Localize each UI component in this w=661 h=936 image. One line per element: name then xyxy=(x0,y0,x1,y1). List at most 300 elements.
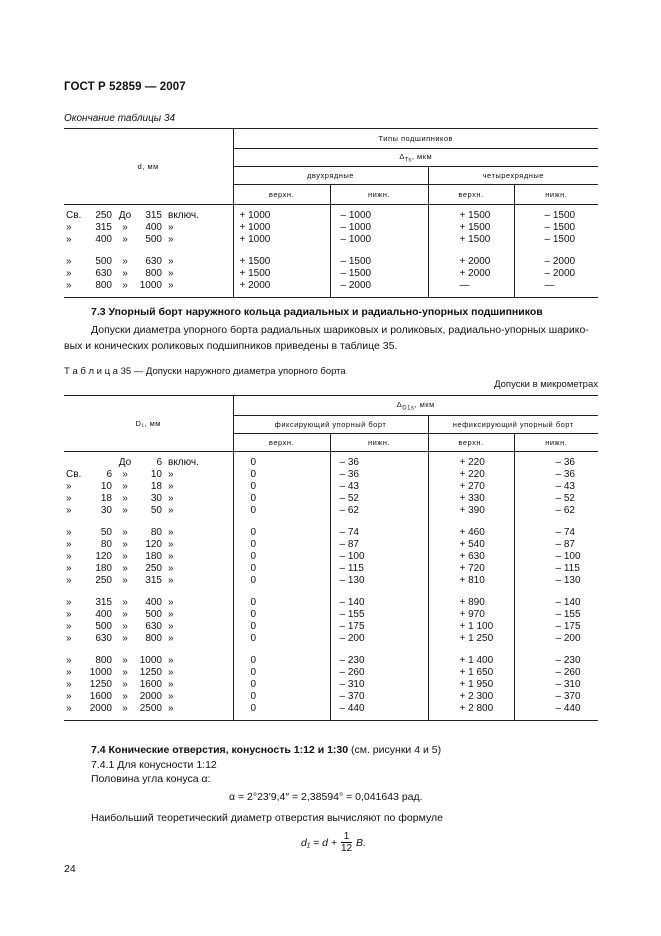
table35-value-v4 xyxy=(514,563,598,575)
table35-range-mid: » xyxy=(122,691,128,702)
table35-range-mid: » xyxy=(122,493,128,504)
table34-range-end: » xyxy=(168,256,174,267)
table35-range xyxy=(64,527,233,539)
table35-range-to: 2000 xyxy=(139,691,162,702)
table35-value-v1 xyxy=(233,469,330,481)
table34-range xyxy=(64,234,233,246)
section-7-4-1-title: 7.4.1 Для конусности 1:12 xyxy=(91,759,217,771)
table35-range-cell xyxy=(64,505,233,517)
table35-range-end: » xyxy=(168,655,174,666)
table34-range-mid: » xyxy=(122,234,128,245)
table35-range-from: 2000 xyxy=(89,703,112,714)
table35-value-text: + 220 xyxy=(459,469,485,480)
table34-range-from: 400 xyxy=(95,234,112,245)
table35-value-v4 xyxy=(514,703,598,721)
table35-range xyxy=(64,597,233,609)
table35-value-text: – 175 xyxy=(555,621,581,632)
table-row xyxy=(64,587,598,609)
table35-value-v1 xyxy=(233,645,330,667)
table34-value-v3 xyxy=(428,222,514,234)
table34-delta-header xyxy=(233,149,598,167)
table35-value-text: – 52 xyxy=(339,493,359,504)
table35-range xyxy=(64,633,233,645)
section-7-4-title-bold: 7.4 Конические отверстия, конусность 1:12 и 1:30 xyxy=(91,744,349,756)
table35-value-v1 xyxy=(233,575,330,587)
table35-range xyxy=(64,703,233,715)
table35-value-text: + 2 800 xyxy=(459,703,494,714)
table35-value-text: 0 xyxy=(250,597,257,608)
table34-value-v3 xyxy=(428,234,514,246)
table35-value-text: – 370 xyxy=(339,691,365,702)
table35-range-a: » xyxy=(66,679,72,690)
table35-range-to: 1250 xyxy=(139,667,162,678)
table35-value-text: – 87 xyxy=(555,539,575,550)
table34-range-a: » xyxy=(66,268,72,279)
table35-value-v4 xyxy=(514,621,598,633)
table35-range-end: » xyxy=(168,597,174,608)
table35-range-from: 120 xyxy=(95,551,112,562)
table35-range xyxy=(64,493,233,505)
table35-value-text: 0 xyxy=(250,575,257,586)
table34-value-text: — xyxy=(459,280,470,291)
table35-value-v3 xyxy=(428,587,514,609)
table35-value-text: + 460 xyxy=(459,527,485,538)
table35-value-text: – 260 xyxy=(339,667,365,678)
table34-value-text: – 1500 xyxy=(340,268,372,279)
table35-caption: Т а б л и ц а 35 — Допуски наружного диаметра упорного борта xyxy=(64,366,346,377)
formula2-denominator: 12 xyxy=(340,843,353,854)
table35-value-text: – 310 xyxy=(555,679,581,690)
table35-range-end: » xyxy=(168,481,174,492)
table35-range-cell xyxy=(64,645,233,667)
table35-range-end: » xyxy=(168,539,174,550)
table-row xyxy=(64,703,598,721)
table34-value-v1 xyxy=(233,205,330,223)
table35-value-v4 xyxy=(514,575,598,587)
table34-value-v1 xyxy=(233,234,330,246)
table35-range-to: 6 xyxy=(156,457,162,468)
table-row xyxy=(64,517,598,539)
table35-value-v3 xyxy=(428,452,514,470)
table35-value-v4 xyxy=(514,469,598,481)
table35-value-v1 xyxy=(233,703,330,721)
table-row xyxy=(64,691,598,703)
table35-range-from: 1000 xyxy=(89,667,112,678)
table35-range-mid: » xyxy=(122,481,128,492)
table35-value-text: 0 xyxy=(250,481,257,492)
table34-value-v2 xyxy=(330,234,428,246)
table35-range-from: 250 xyxy=(95,575,112,586)
table35-value-v4 xyxy=(514,667,598,679)
table35-value-text: + 810 xyxy=(459,575,485,586)
table35-value-v2 xyxy=(330,563,428,575)
table35-sub-upper: верхн. xyxy=(428,434,514,452)
table34-value-text: – 1000 xyxy=(340,222,372,233)
table35-value-v3 xyxy=(428,667,514,679)
table-row xyxy=(64,609,598,621)
table35-range-cell xyxy=(64,679,233,691)
table34-value-v2 xyxy=(330,280,428,298)
table34-value-v3 xyxy=(428,246,514,268)
table35-group1-header: фиксирующий упорный борт xyxy=(233,416,428,434)
table34-value-text: – 1000 xyxy=(340,234,372,245)
table35-col-d-label: D₁, мм xyxy=(135,419,161,428)
table34-value-text: + 2000 xyxy=(459,256,491,267)
table35-range-cell xyxy=(64,517,233,539)
table-35 xyxy=(64,395,598,721)
table35-value-text: – 115 xyxy=(339,563,364,574)
table34-sub-upper: верхн. xyxy=(428,185,514,205)
table34-group1-header: двухрядные xyxy=(233,167,428,185)
table34-value-v3 xyxy=(428,280,514,298)
table35-range-to: 80 xyxy=(150,527,162,538)
table35-range-to: 630 xyxy=(145,621,162,632)
table35-value-v4 xyxy=(514,493,598,505)
table34-value-text: + 1000 xyxy=(239,222,271,233)
table34-range-cell xyxy=(64,246,233,268)
table35-range xyxy=(64,563,233,575)
table35-value-text: – 230 xyxy=(555,655,581,666)
table35-value-text: – 155 xyxy=(555,609,581,620)
table35-value-text: 0 xyxy=(250,609,257,620)
table35-range-mid: » xyxy=(122,679,128,690)
table35-value-text: 0 xyxy=(250,469,257,480)
table35-range xyxy=(64,575,233,587)
table35-value-v4 xyxy=(514,481,598,493)
table35-value-text: 0 xyxy=(250,539,257,550)
table35-value-v3 xyxy=(428,551,514,563)
table35-range-mid: До xyxy=(118,457,132,468)
table35-value-text: – 36 xyxy=(555,469,575,480)
table35-value-text: 0 xyxy=(250,505,257,516)
table35-value-v3 xyxy=(428,703,514,721)
table35-range-from: 30 xyxy=(100,505,112,516)
section-7-3-line2: вых и конических роликовых подшипников приведены в таблице 35. xyxy=(64,340,398,352)
table35-value-v4 xyxy=(514,505,598,517)
table35-range-to: 180 xyxy=(145,551,162,562)
table35-range-from: 180 xyxy=(95,563,112,574)
table35-value-v2 xyxy=(330,645,428,667)
table-row xyxy=(64,667,598,679)
table35-value-v4 xyxy=(514,633,598,645)
table35-range-a: » xyxy=(66,527,72,538)
table35-range-to: 400 xyxy=(145,597,162,608)
table34-value-text: – 2000 xyxy=(544,268,576,279)
section-7-4-title-rest: (см. рисунки 4 и 5) xyxy=(348,744,442,756)
table-row xyxy=(64,222,598,234)
table35-range-from: 18 xyxy=(100,493,112,504)
table34-value-v1 xyxy=(233,246,330,268)
table35-value-text: – 200 xyxy=(555,633,581,644)
table35-value-v1 xyxy=(233,667,330,679)
table34-range-end: » xyxy=(168,268,174,279)
table34-sub-upper: верхн. xyxy=(233,185,330,205)
table35-units-note: Допуски в микрометрах xyxy=(494,379,598,390)
table35-value-text: – 36 xyxy=(339,469,359,480)
table34-value-v4 xyxy=(514,246,598,268)
table34-range-from: 800 xyxy=(95,280,112,291)
table35-range-cell xyxy=(64,621,233,633)
table35-range-a: » xyxy=(66,575,72,586)
table35-range-cell xyxy=(64,469,233,481)
table35-range xyxy=(64,505,233,517)
table35-value-v3 xyxy=(428,609,514,621)
table35-value-text: – 74 xyxy=(555,527,575,538)
table35-value-v2 xyxy=(330,493,428,505)
table35-value-text: + 390 xyxy=(459,505,485,516)
table35-range-from: 1250 xyxy=(89,679,112,690)
table-row xyxy=(64,246,598,268)
table35-value-v2 xyxy=(330,551,428,563)
table35-range-a: » xyxy=(66,691,72,702)
table34-value-text: + 1500 xyxy=(459,210,491,221)
table35-value-v2 xyxy=(330,481,428,493)
table35-range-a: » xyxy=(66,505,72,516)
table35-value-text: 0 xyxy=(250,633,257,644)
table35-value-v1 xyxy=(233,551,330,563)
table35-range-end: » xyxy=(168,691,174,702)
table34-range-end: » xyxy=(168,222,174,233)
table34-range-a: Св. xyxy=(66,210,82,221)
table35-value-text: – 87 xyxy=(339,539,359,550)
table-row xyxy=(64,679,598,691)
table35-range-from: 80 xyxy=(100,539,112,550)
table35-range-end: » xyxy=(168,703,174,714)
table35-range-mid: » xyxy=(122,655,128,666)
table34-range-end: » xyxy=(168,280,174,291)
table35-range-end: » xyxy=(168,609,174,620)
table34-range xyxy=(64,280,233,292)
table34-range-cell xyxy=(64,268,233,280)
table35-range-cell xyxy=(64,703,233,721)
table35-value-text: 0 xyxy=(250,691,257,702)
table34-value-text: – 1500 xyxy=(544,222,576,233)
table35-range-mid: » xyxy=(122,539,128,550)
table35-range-end: » xyxy=(168,527,174,538)
table34-value-text: + 2000 xyxy=(459,268,491,279)
table35-value-text: + 630 xyxy=(459,551,485,562)
table35-value-text: – 175 xyxy=(339,621,365,632)
table35-value-text: 0 xyxy=(250,703,257,714)
table34-value-v4 xyxy=(514,268,598,280)
table35-range-a: Св. xyxy=(66,469,82,480)
table35-value-text: + 270 xyxy=(459,481,485,492)
table35-value-v4 xyxy=(514,609,598,621)
table35-range-mid: » xyxy=(122,621,128,632)
table34-range-to: 800 xyxy=(145,268,162,279)
table35-value-v2 xyxy=(330,452,428,470)
table34-range-from: 500 xyxy=(95,256,112,267)
table35-sub-upper: верхн. xyxy=(233,434,330,452)
table34-caption: Окончание таблицы 34 xyxy=(64,113,176,124)
table35-value-text: + 720 xyxy=(459,563,485,574)
table35-value-v4 xyxy=(514,645,598,667)
table35-range-from: 1600 xyxy=(89,691,112,702)
table35-range xyxy=(64,679,233,691)
table35-value-text: – 115 xyxy=(555,563,580,574)
table34-range xyxy=(64,256,233,268)
table35-range-from: 500 xyxy=(95,621,112,632)
table35-value-text: + 1 650 xyxy=(459,667,494,678)
table35-range-to: 500 xyxy=(145,609,162,620)
section-7-3-line1: Допуски диаметра упорного борта радиальных шариковых и роликовых, радиально-упорных шарико- xyxy=(91,324,589,336)
table35-value-v2 xyxy=(330,621,428,633)
table35-range-mid: » xyxy=(122,551,128,562)
table35-value-v4 xyxy=(514,517,598,539)
table34-value-text: + 1500 xyxy=(459,222,491,233)
table34-types-header: Типы подшипников xyxy=(233,129,598,149)
table34-group2-header: четырехрядные xyxy=(428,167,598,185)
table35-value-v2 xyxy=(330,667,428,679)
table35-value-v4 xyxy=(514,551,598,563)
table35-value-text: – 36 xyxy=(555,457,575,468)
table35-range xyxy=(64,551,233,563)
table35-value-text: 0 xyxy=(250,563,257,574)
table34-range-cell xyxy=(64,222,233,234)
table35-value-text: 0 xyxy=(250,493,257,504)
table-row xyxy=(64,280,598,298)
half-angle-text: Половина угла конуса α: xyxy=(91,773,211,785)
table35-value-v3 xyxy=(428,691,514,703)
table35-value-text: 0 xyxy=(250,667,257,678)
table35-value-text: 0 xyxy=(250,655,257,666)
table35-value-v2 xyxy=(330,469,428,481)
table34-value-text: – 1500 xyxy=(544,210,576,221)
table35-range-from: 50 xyxy=(100,527,112,538)
table35-range-a: » xyxy=(66,597,72,608)
table35-value-text: + 330 xyxy=(459,493,485,504)
formula2-right: B. xyxy=(355,837,366,849)
table35-range-cell xyxy=(64,667,233,679)
table35-range-cell xyxy=(64,563,233,575)
table35-value-v3 xyxy=(428,505,514,517)
table35-value-v3 xyxy=(428,481,514,493)
table35-range-a: » xyxy=(66,621,72,632)
table35-range-mid: » xyxy=(122,667,128,678)
table-34 xyxy=(64,128,598,298)
table35-value-text: – 100 xyxy=(555,551,581,562)
table34-range-a: » xyxy=(66,256,72,267)
table35-range-cell xyxy=(64,551,233,563)
table35-value-text: + 220 xyxy=(459,457,485,468)
table35-range-mid: » xyxy=(122,633,128,644)
table34-value-v3 xyxy=(428,205,514,223)
table35-value-text: – 62 xyxy=(339,505,359,516)
table35-range-cell xyxy=(64,539,233,551)
table35-range-to: 800 xyxy=(145,633,162,644)
table35-value-v2 xyxy=(330,517,428,539)
table34-range-from: 250 xyxy=(95,210,112,221)
table35-value-text: + 1 950 xyxy=(459,679,494,690)
table35-range-from: 630 xyxy=(95,633,112,644)
table35-value-text: – 230 xyxy=(339,655,365,666)
table-row xyxy=(64,539,598,551)
table35-range-to: 1000 xyxy=(139,655,162,666)
table35-value-text: 0 xyxy=(250,551,257,562)
table35-group2-header: нефиксирующий упорный борт xyxy=(428,416,598,434)
table34-range-to: 400 xyxy=(145,222,162,233)
table35-value-v1 xyxy=(233,493,330,505)
table34-range-a: » xyxy=(66,234,72,245)
table35-value-v2 xyxy=(330,575,428,587)
table-row xyxy=(64,481,598,493)
table35-value-v1 xyxy=(233,563,330,575)
table35-range-mid: » xyxy=(122,505,128,516)
table35-range-cell xyxy=(64,587,233,609)
table35-value-v2 xyxy=(330,609,428,621)
table35-value-v2 xyxy=(330,505,428,517)
table35-range-cell xyxy=(64,609,233,621)
table-row xyxy=(64,205,598,223)
section-7-3-title: 7.3 Упорный борт наружного кольца радиальных и радиально-упорных подшипников xyxy=(91,306,543,318)
table34-value-text: — xyxy=(544,280,555,291)
table35-value-v4 xyxy=(514,587,598,609)
table34-range-a: » xyxy=(66,222,72,233)
table34-range-cell xyxy=(64,280,233,298)
table35-value-v2 xyxy=(330,691,428,703)
table35-value-text: – 43 xyxy=(555,481,575,492)
table35-value-v3 xyxy=(428,633,514,645)
table35-value-text: 0 xyxy=(250,679,257,690)
table35-range-end: » xyxy=(168,563,174,574)
table35-range-cell xyxy=(64,452,233,470)
table34-value-v1 xyxy=(233,222,330,234)
table34-range-to: 500 xyxy=(145,234,162,245)
table35-value-v1 xyxy=(233,691,330,703)
formula2-left: d₁ = d + xyxy=(301,837,340,849)
table35-range-mid: » xyxy=(122,597,128,608)
table35-range-to: 2500 xyxy=(139,703,162,714)
table34-value-v2 xyxy=(330,222,428,234)
table35-value-v1 xyxy=(233,621,330,633)
table35-range-a: » xyxy=(66,655,72,666)
table34-value-text: + 1500 xyxy=(239,256,271,267)
table34-value-text: + 2000 xyxy=(239,280,271,291)
table35-range xyxy=(64,469,233,481)
table35-range-end: » xyxy=(168,633,174,644)
table-row xyxy=(64,633,598,645)
table35-range-a: » xyxy=(66,609,72,620)
table35-value-text: – 140 xyxy=(555,597,581,608)
table35-value-v3 xyxy=(428,493,514,505)
table35-range-from: 400 xyxy=(95,609,112,620)
table34-range xyxy=(64,222,233,234)
table35-value-v3 xyxy=(428,539,514,551)
table35-value-v4 xyxy=(514,691,598,703)
table35-delta-header xyxy=(233,396,598,416)
table35-value-text: – 74 xyxy=(339,527,359,538)
table35-range-to: 1600 xyxy=(139,679,162,690)
table35-range-to: 315 xyxy=(145,575,162,586)
table35-range-to: 120 xyxy=(145,539,162,550)
table35-value-v3 xyxy=(428,679,514,691)
table35-value-v3 xyxy=(428,517,514,539)
table-row xyxy=(64,505,598,517)
table34-value-text: – 1500 xyxy=(340,256,372,267)
formula2-fraction xyxy=(341,831,352,854)
table35-range xyxy=(64,655,233,667)
table35-value-text: – 100 xyxy=(339,551,365,562)
table35-value-v1 xyxy=(233,609,330,621)
table35-value-text: – 130 xyxy=(555,575,581,586)
table35-value-text: + 1 400 xyxy=(459,655,494,666)
table35-range-from: 315 xyxy=(95,597,112,608)
table35-range-to: 18 xyxy=(150,481,162,492)
table34-range-a: » xyxy=(66,280,72,291)
table35-range-a: » xyxy=(66,563,72,574)
table35-range-mid: » xyxy=(122,527,128,538)
table35-value-v4 xyxy=(514,679,598,691)
